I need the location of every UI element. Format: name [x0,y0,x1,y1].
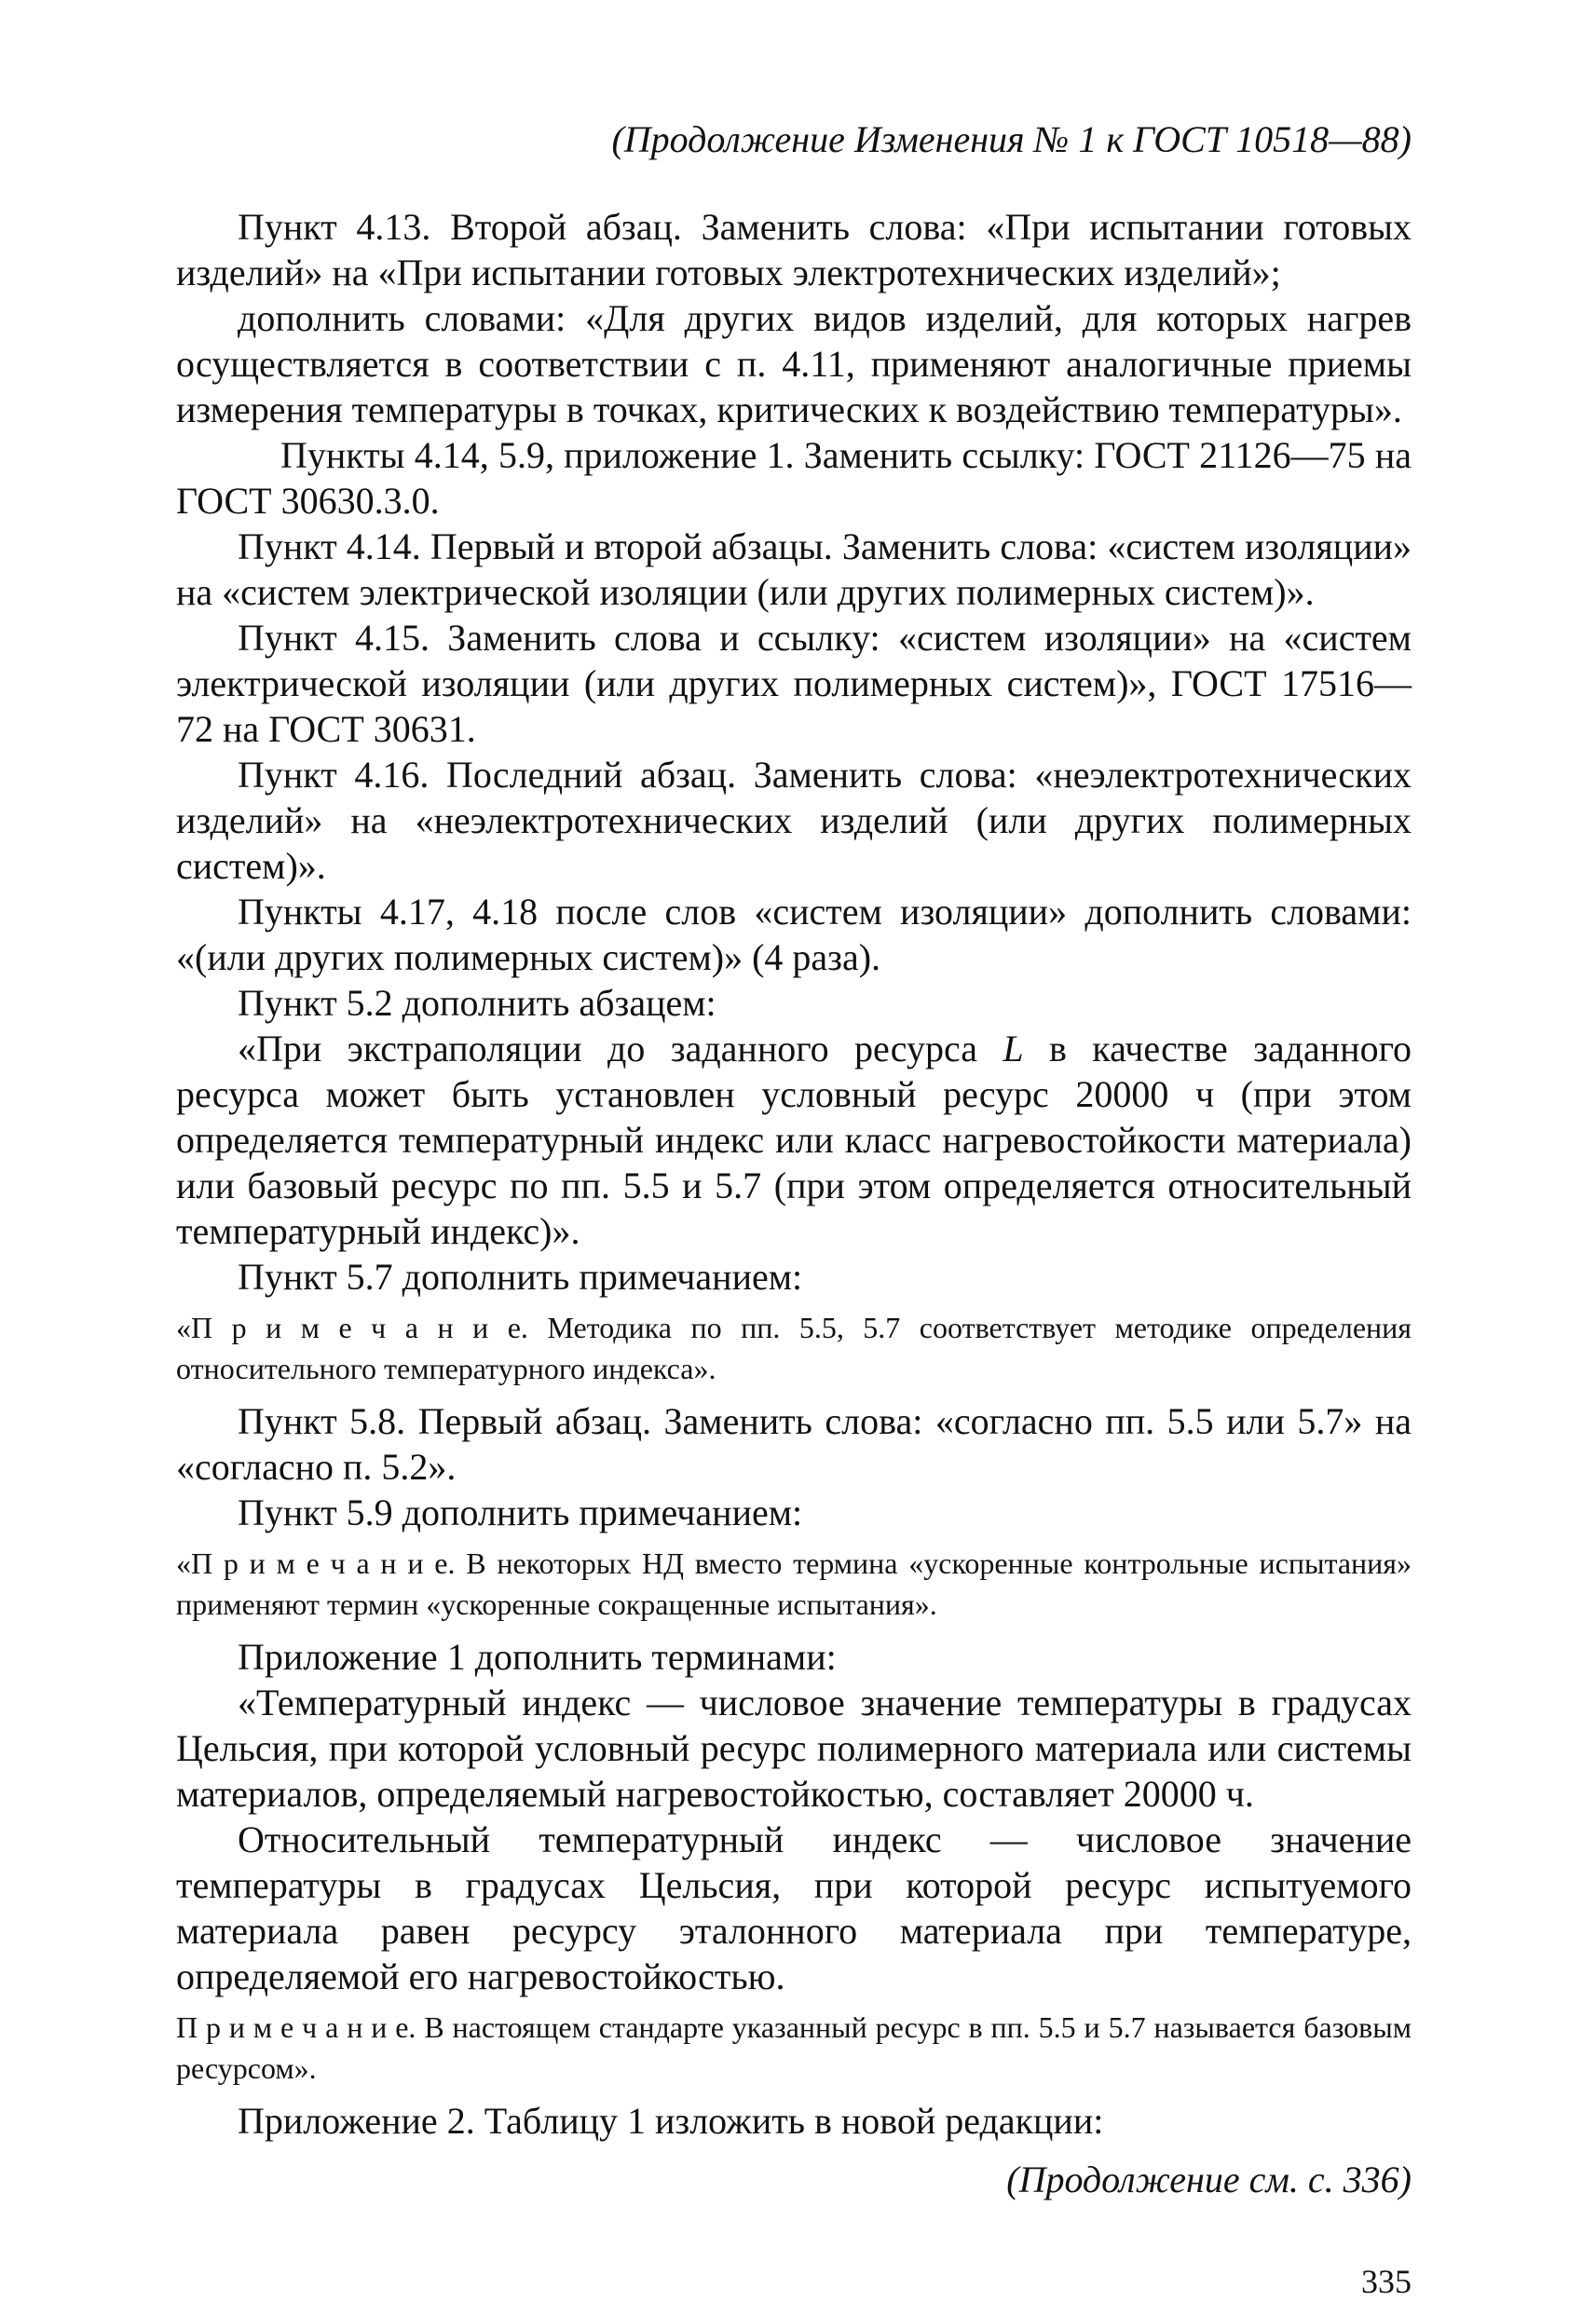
note-5-9-text: В некоторых НД вместо термина «ускоренные контрольные испытания» применяют термин «ускоренные сокращенные испытания». [176,1546,1412,1621]
note-base-resource-lead: П р и м е ч а н и е. [176,2010,416,2044]
paragraph-5-2-text-part-a: «При экстраполяции до заданного ресурса [238,1028,977,1069]
paragraph-5-9: Пункт 5.9 дополнить примечанием: [238,1492,803,1533]
page-number: 335 [1361,2263,1412,2300]
paragraph-5-2-text-part-b: в качестве заданного ресурса может быть установлен условный ресурс 20000 ч (при этом определяется температурный индекс или класс нагревостойкости материала) или базовый ресурс по пп. 5.5 и 5.7 (при этом определяется относительный температурный индекс)». [176,1028,1412,1252]
paragraph-4-14: Пункт 4.14. Первый и второй абзацы. Заменить слова: «систем изоляции» на «систем электрической изоляции (или других полимерных систем)». [176,525,1412,613]
note-5-9-lead: «П р и м е ч а н и е. [176,1546,456,1580]
note-5-9 [176,1543,1412,1625]
document-page [176,116,1412,2302]
paragraph-4-14-5-9: Пункты 4.14, 5.9, приложение 1. Заменить ссылку: ГОСТ 21126—75 на ГОСТ 30630.3.0. [176,434,1412,522]
note-base-resource [176,2007,1412,2089]
page-header: (Продолжение Изменения № 1 к ГОСТ 10518—88) [611,118,1412,160]
note-5-7-text: Методика по пп. 5.5, 5.7 соответствует методике определения относительного температурного индекса». [176,1311,1412,1385]
note-5-7-lead: «П р и м е ч а н и е. [176,1311,528,1344]
paragraph-5-2-text [176,1026,1412,1254]
paragraph-appendix-2: Приложение 2. Таблицу 1 изложить в новой редакции: [238,2100,1104,2142]
paragraph-appendix-1: Приложение 1 дополнить терминами: [238,1636,837,1678]
note-base-resource-text: В настоящем стандарте указанный ресурс в пп. 5.5 и 5.7 называется базовым ресурсом». [176,2010,1412,2085]
paragraph-4-13: Пункт 4.13. Второй абзац. Заменить слова: «При испытании готовых изделий» на «При испытании готовых электротехнических изделий»; [176,206,1412,293]
paragraph-4-15: Пункт 4.15. Заменить слова и ссылку: «систем изоляции» на «систем электрической изоляции (или других полимерных систем)», ГОСТ 17516—72 на ГОСТ 30631. [176,617,1412,750]
paragraph-4-17-4-18: Пункты 4.17, 4.18 после слов «систем изоляции» дополнить словами: «(или других полимерных систем)» (4 раза). [176,891,1412,978]
paragraph-5-2: Пункт 5.2 дополнить абзацем: [238,982,716,1024]
term-temperature-index: «Температурный индекс — числовое значение температуры в градусах Цельсия, при которой условный ресурс полимерного материала или системы материалов, определяемый нагревостойкостью, составляет 20000 ч. [176,1682,1412,1815]
note-5-7 [176,1307,1412,1389]
paragraph-4-13-addition: дополнить словами: «Для других видов изделий, для которых нагрев осуществляется в соответствии с п. 4.11, применяют аналогичные приемы измерения температуры в точках, критических к воздействию температуры». [176,297,1412,430]
paragraph-5-8: Пункт 5.8. Первый абзац. Заменить слова: «согласно пп. 5.5 или 5.7» на «согласно п. 5.2». [176,1400,1412,1488]
paragraph-5-7: Пункт 5.7 дополнить примечанием: [238,1256,803,1298]
continuation-note: (Продолжение см. с. 336) [1006,2159,1412,2200]
variable-l: L [1003,1028,1024,1069]
paragraph-4-16: Пункт 4.16. Последний абзац. Заменить слова: «неэлектротехнических изделий» на «неэлектротехнических изделий (или других полимерных систем)». [176,754,1412,887]
term-relative-temperature-index: Относительный температурный индекс — числовое значение температуры в градусах Цельсия, при которой ресурс испытуемого материала равен ресурсу эталонного материала при температуре, определяемой его нагревостойкостью. [176,1818,1412,1997]
